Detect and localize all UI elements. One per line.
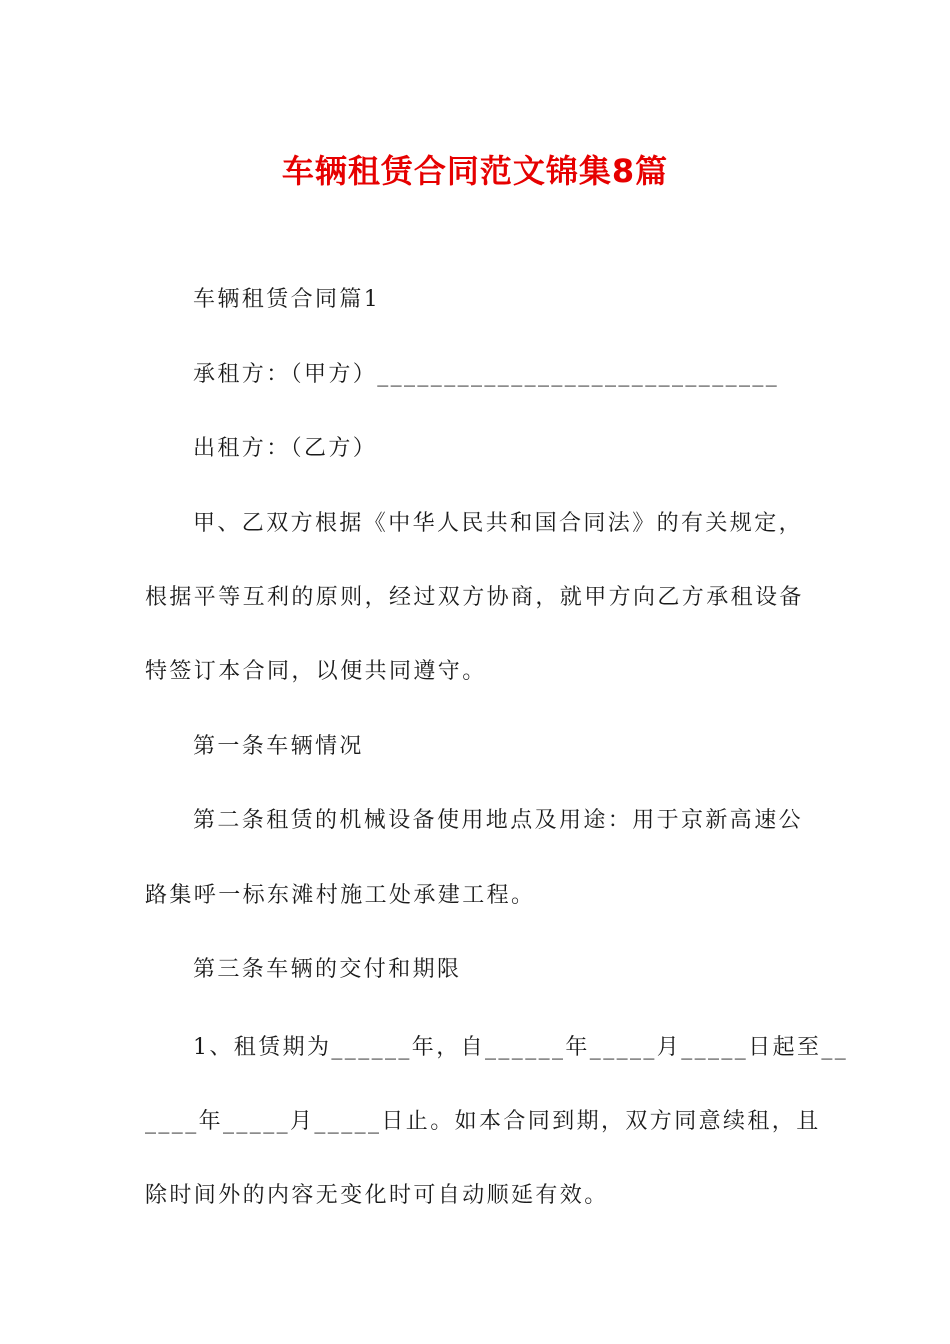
paragraph-line: 1、租赁期为______年，自______年_____月_____日起至__ [193, 1035, 849, 1060]
lessee-line: 承租方：（甲方）______________________________ [193, 362, 780, 387]
paragraph-line: 甲、乙双方根据《中华人民共和国合同法》的有关规定， [193, 511, 804, 536]
paragraph-line: 除时间外的内容无变化时可自动顺延有效。 [145, 1183, 609, 1208]
paragraph-line: 第二条租赁的机械设备使用地点及用途：用于京新高速公 [193, 808, 804, 833]
paragraph-line: 根据平等互利的原则，经过双方协商，就甲方向乙方承租设备 [145, 585, 804, 610]
article-heading: 第一条车辆情况 [193, 734, 364, 759]
section-heading: 车辆租赁合同篇1 [193, 287, 381, 312]
paragraph-line: 特签订本合同，以便共同遵守。 [145, 659, 487, 684]
lessor-line: 出租方：（乙方） [193, 436, 378, 461]
paragraph-line: ____年_____月_____日止。如本合同到期，双方同意续租，且 [145, 1109, 821, 1134]
article-heading: 第三条车辆的交付和期限 [193, 957, 462, 982]
document-title: 车辆租赁合同范文锦集8篇 [281, 152, 669, 190]
paragraph-line: 路集呼一标东滩村施工处承建工程。 [145, 883, 536, 908]
